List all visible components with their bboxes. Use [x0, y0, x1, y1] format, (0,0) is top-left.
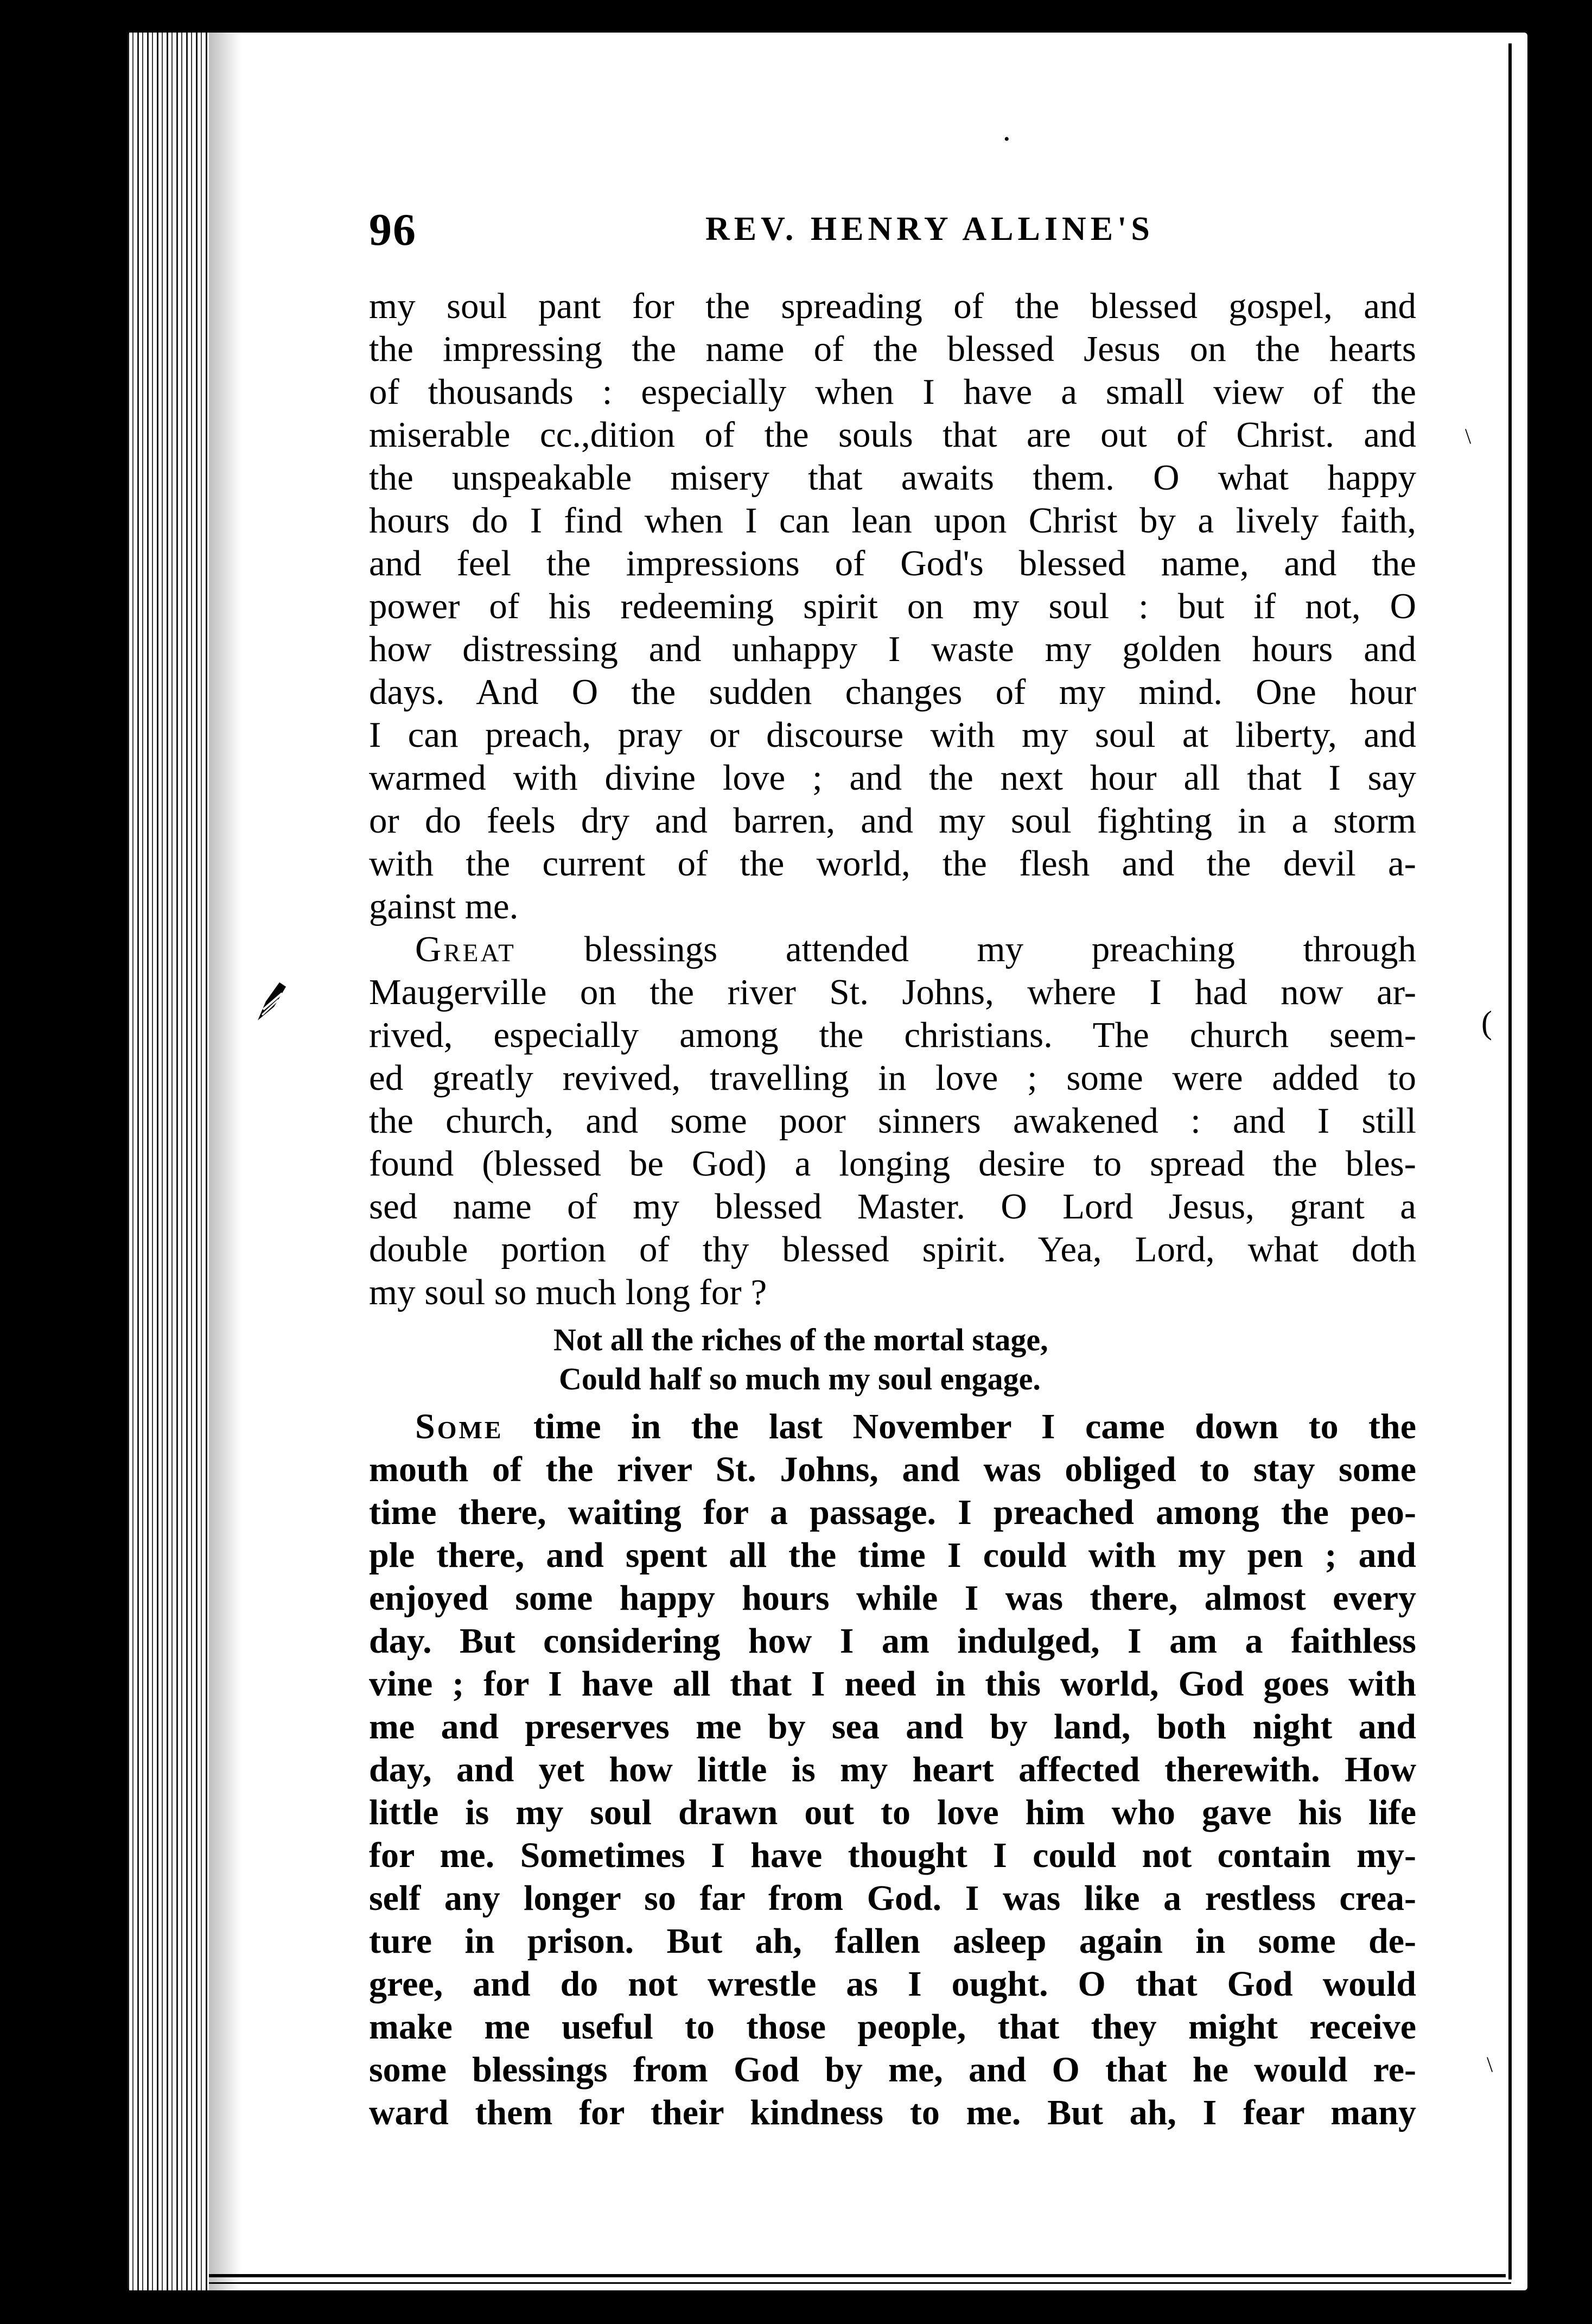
text-line: gainst me.: [369, 886, 519, 926]
book-spine-edges: [128, 33, 209, 2290]
verse-quote: [369, 1320, 1416, 1399]
text-line: me and preserves me by sea and by land, both night and: [369, 1707, 1416, 1747]
page-number: 96: [369, 205, 417, 255]
body-text: [369, 285, 1416, 2134]
text-line: my soul so much long for ?: [369, 1272, 767, 1312]
text-line: warmed with divine love ; and the next hour all that I say: [369, 758, 1416, 798]
text-line: the unspeakable misery that awaits them. O what happy: [369, 458, 1416, 498]
text-line: time there, waiting for a passage. I preached among the peo-: [369, 1493, 1416, 1532]
marginal-ink-mark-icon: [252, 977, 290, 1026]
text-line: little is my soul drawn out to love him who gave his life: [369, 1793, 1416, 1832]
text-line: rived, especially among the christians. The church seem-: [369, 1015, 1416, 1055]
text-line: gree, and do not wrestle as I ought. O that God would: [369, 1964, 1416, 2004]
text-line: my soul pant for the spreading of the blessed gospel, and: [369, 286, 1416, 326]
text-fragment: time in the last November I came down to the: [533, 1407, 1416, 1446]
text-line: ple there, and spent all the time I could with my pen ; and: [369, 1535, 1416, 1575]
text-line: day, and yet how little is my heart affected therewith. How: [369, 1750, 1416, 1789]
text-line: ed greatly revived, travelling in love ; some were added to: [369, 1058, 1416, 1098]
text-line: the impressing the name of the blessed Jesus on the hearts: [369, 329, 1416, 369]
text-line: of thousands : especially when I have a small view of the: [369, 372, 1416, 412]
text-line: power of his redeeming spirit on my soul : but if not, O: [369, 586, 1416, 626]
text-line: with the current of the world, the flesh and the devil a-: [369, 843, 1416, 884]
text-line: the church, and some poor sinners awakened : and I still: [369, 1101, 1416, 1141]
text-line: how distressing and unhappy I waste my golden hours and: [369, 629, 1416, 669]
running-head: REV. HENRY ALLINE'S: [705, 211, 1154, 247]
text-line: [369, 1405, 1416, 1448]
text-line: hours do I find when I can lean upon Christ by a lively faith,: [369, 500, 1416, 541]
text-line: days. And O the sudden changes of my mind. One hour: [369, 672, 1416, 712]
text-line: ture in prison. But ah, fallen asleep again in some de-: [369, 1921, 1416, 1961]
paragraph-lead-word: Great: [415, 929, 516, 969]
verse-line: Not all the riches of the mortal stage,: [553, 1322, 1048, 1357]
paragraph-2: [369, 928, 1416, 1314]
right-page-edge: [1508, 43, 1512, 2279]
text-line: double portion of thy blessed spirit. Yea, Lord, what doth: [369, 1229, 1416, 1269]
text-line: found (blessed be God) a longing desire to spread the bles-: [369, 1144, 1416, 1184]
text-line: self any longer so far from God. I was like a restless crea-: [369, 1878, 1416, 1918]
right-scan-border: [1527, 0, 1592, 2324]
text-line: some blessings from God by me, and O that he would re-: [369, 2050, 1416, 2090]
text-line: I can preach, pray or discourse with my soul at liberty, and: [369, 715, 1416, 755]
text-line: or do feels dry and barren, and my soul fighting in a storm: [369, 801, 1416, 841]
margin-bracket-mark: (: [1481, 1005, 1492, 1040]
verse-line: Could half so much my soul engage.: [559, 1361, 1041, 1396]
text-line: mouth of the river St. Johns, and was obliged to stay some: [369, 1450, 1416, 1489]
ink-dot-mark: •: [1004, 130, 1010, 148]
bottom-page-edge-inner: [209, 2282, 1511, 2284]
paragraph-1: [369, 285, 1416, 928]
text-line: for me. Sometimes I have thought I could not contain my-: [369, 1836, 1416, 1875]
text-line: make me useful to those people, that they might receive: [369, 2007, 1416, 2047]
text-line: vine ; for I have all that I need in this world, God goes with: [369, 1664, 1416, 1704]
text-line: [369, 928, 1416, 971]
margin-tick-mark-2: \: [1487, 2052, 1493, 2077]
text-line: and feel the impressions of God's blessed name, and the: [369, 543, 1416, 583]
text-line: Maugerville on the river St. Johns, where I had now ar-: [369, 972, 1416, 1012]
paragraph-3: [369, 1405, 1416, 2134]
bottom-page-edge: [209, 2274, 1506, 2277]
text-fragment: blessings attended my preaching through: [584, 929, 1416, 969]
paragraph-lead-word: Some: [415, 1407, 504, 1446]
page-header: [369, 204, 1400, 263]
binding-shadow: [209, 33, 241, 2290]
text-line: miserable cc.,dition of the souls that are out of Christ. and: [369, 415, 1416, 455]
text-line: day. But considering how I am indulged, I am a faithless: [369, 1621, 1416, 1661]
text-line: ward them for their kindness to me. But ah, I fear many: [369, 2093, 1416, 2132]
text-line: sed name of my blessed Master. O Lord Jesus, grant a: [369, 1186, 1416, 1227]
text-line: enjoyed some happy hours while I was there, almost every: [369, 1578, 1416, 1618]
margin-tick-mark: \: [1465, 424, 1472, 448]
